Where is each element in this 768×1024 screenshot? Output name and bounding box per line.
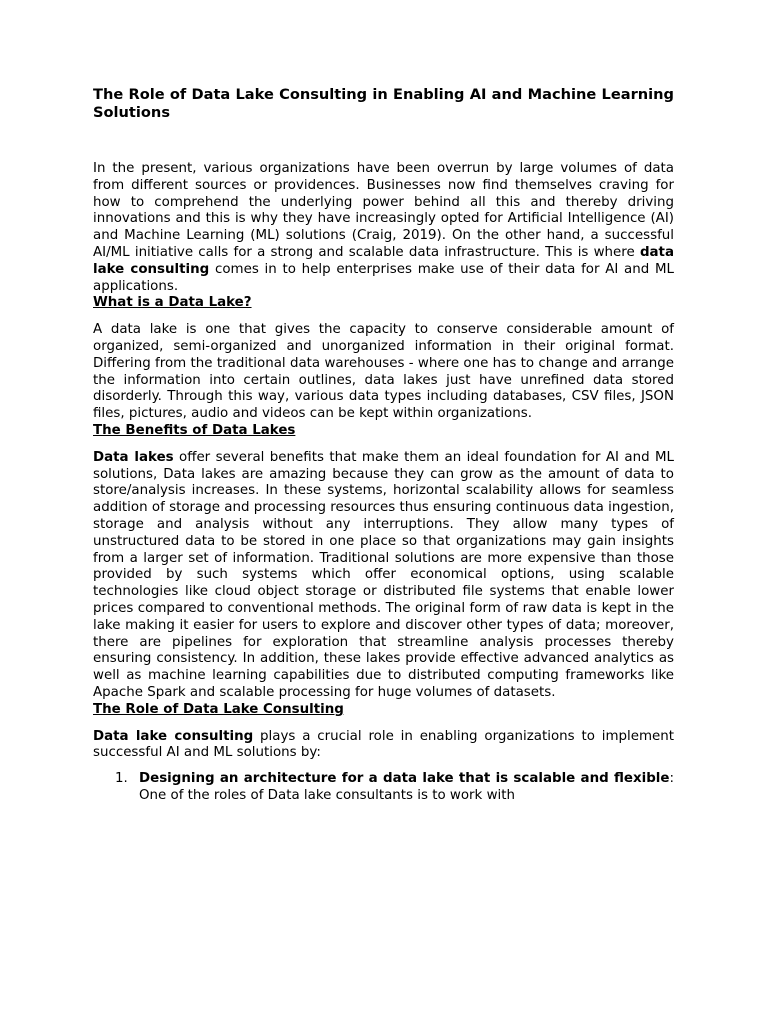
benefits-bold-lead: Data lakes <box>93 449 174 465</box>
list-item-bold-title: Designing an architecture for a data lake that is scalable and flexible <box>139 771 670 787</box>
intro-text-start: In the present, various organizations have been overrun by large volumes of data from different sources or providences. Businesses now find themselves craving for how to comprehend the underlying power behind all this and thereby driving innovations and this is why they have increasingly opted for Artificial Intelligence (AI) and Machine Learning (ML) solutions (Craig, 2019). On the other hand, a successful AI/ML initiative calls for a strong and scalable data infrastructure. This is where <box>93 161 674 260</box>
role-text: plays a crucial role in enabling organizations to implement successful AI and ML solutions by: <box>93 728 674 761</box>
section-heading-role-of-consulting: The Role of Data Lake Consulting <box>93 701 344 717</box>
section-heading-what-is-data-lake: What is a Data Lake? <box>93 295 252 311</box>
document-title: The Role of Data Lake Consulting in Enabling AI and Machine Learning Solutions <box>93 86 674 121</box>
list-item-number: 1. <box>115 771 128 787</box>
section-body-what-is-data-lake: A data lake is one that gives the capacity to conserve considerable amount of organized, semi-organized and unorganized information in their original format. Differing from the traditional data warehouses - where one has to change and arrange the information into certain outlines, data lakes just have unrefined data stored disorderly. Through this way, various data types including databases, CSV files, JSON files, pictures, audio and videos can be kept within organizations. <box>93 322 674 422</box>
numbered-list <box>93 771 674 805</box>
section-body-role-of-consulting <box>93 729 674 763</box>
document-page <box>93 86 674 805</box>
intro-text-end: comes in to help enterprises make use of their data for AI and ML applications. <box>93 261 674 294</box>
role-bold-lead: Data lake consulting <box>93 728 254 744</box>
section-heading-benefits: The Benefits of Data Lakes <box>93 422 296 438</box>
intro-paragraph <box>93 161 674 295</box>
benefits-text: offer several benefits that make them an ideal foundation for AI and ML solutions, Data lakes are amazing because they can grow as the amount of data to store/analysis increases. In these systems, horizontal scalability allows for seamless addition of storage and processing resources thus ensuring continuous data ingestion, storage and analysis without any interruptions. They allow many types of unstructured data to be stored in one place so that organizations may gain insights from a larger set of information. Traditional solutions are more expensive than those provided by such systems which offer economical options, using scalable technologies like cloud object storage or distributed file systems that enable lower prices compared to conventional methods. The original form of raw data is kept in the lake making it easier for users to explore and discover other types of data; moreover, there are pipelines for exploration that streamline analysis processes thereby ensuring consistency. In addition, these lakes provide effective advanced analytics as well as machine learning capabilities due to distributed computing frameworks like Apache Spark and scalable processing for huge volumes of datasets. <box>93 449 674 700</box>
section-body-benefits <box>93 450 674 702</box>
list-item-text: : One of the roles of Data lake consultants is to work with <box>139 771 674 803</box>
list-item <box>93 771 674 805</box>
intro-bold-term: data lake consulting <box>93 244 674 277</box>
